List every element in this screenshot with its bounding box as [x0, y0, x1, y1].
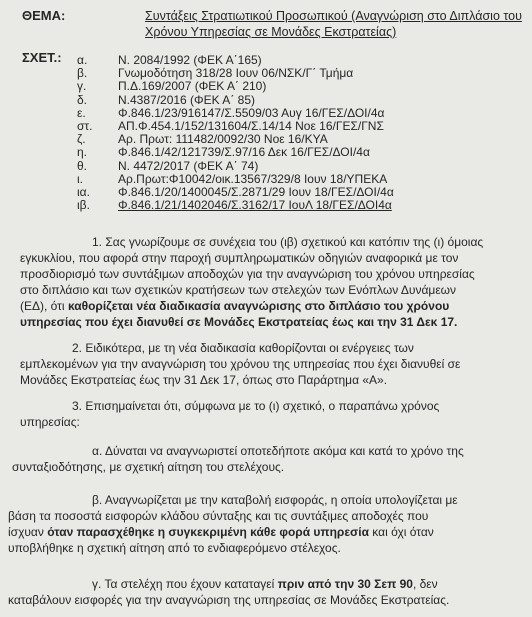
reference-index: ια.: [77, 185, 90, 199]
reference-index: ι.: [77, 172, 83, 186]
p1-line-2: εγκυκλίου, που αφορά στην παροχή συμπληρωματικών οδηγιών αναφορικά με τον: [20, 251, 459, 265]
reference-text: Φ.846.1/21/1402046/Σ.3162/17 ΙουΛ 18/ΓΕΣ/ΔΟΙ4α: [118, 198, 392, 212]
pa-line-2: συνταξιοδότησης, με σχετική αίτηση του στελέχους.: [12, 460, 285, 474]
p1-line-3: προσδιορισμό των συντάξιμων αποδοχών για την αναγνώριση του χρόνου υπηρεσίας: [20, 267, 475, 281]
reference-text: Αρ.Πρωτ:Φ10042/οικ.13567/329/8 Ιουν 18/ΥΠΕΚΑ: [118, 172, 388, 186]
pb-line-3: ίσχυαν όταν παρασχέθηκε η συγκεκριμένη κάθε φορά υπηρεσία και όχι όταν: [8, 525, 434, 539]
reference-text: ΑΠ.Φ.454.1/152/131604/Σ.14/14 Νοε 16/ΓΕΣ/ΓΝΣ: [118, 119, 384, 133]
reference-index: ε.: [77, 106, 86, 120]
p3-line-2: υπηρεσίας:: [20, 415, 80, 429]
reference-index: η.: [77, 145, 88, 159]
pb-line-4: υποβλήθηκε η σχετική αίτηση από το ενδιαφερόμενο στέλεχος.: [8, 541, 341, 555]
references-label: ΣΧΕΤ.:: [22, 50, 62, 65]
subject-line-2: Χρόνου Υπηρεσίας σε Μονάδες Εκστρατείας): [145, 25, 397, 39]
pb-line-1: β. Αναγνωρίζεται με την καταβολή εισφοράς, η οποία υπολογίζεται με: [92, 493, 458, 507]
pa-line-1: α. Δύναται να αναγνωριστεί οποτεδήποτε ακόμα και κατά το χρόνο της: [92, 444, 464, 458]
reference-index: δ.: [77, 93, 88, 107]
reference-index: θ.: [77, 159, 88, 173]
reference-text: Ν. 4472/2017 (ΦΕΚ Α΄ 74): [118, 159, 259, 173]
p2-line-2: εμπλεκομένων για την αναγνώριση του χρόνου της υπηρεσίας που έχει διανυθεί σε: [20, 357, 461, 371]
reference-text: Αρ. Πρωτ: 111482/0092/30 Νοε 16/ΚΥΑ: [118, 132, 328, 146]
p2-line-1: 2. Ειδικότερα, με τη νέα διαδικασία καθορίζονται οι ενέργειες των: [72, 341, 414, 355]
reference-text: Γνωμοδότηση 318/28 Ιουν 06/ΝΣΚ/Γ΄ Τμήμα: [118, 66, 354, 80]
reference-text: Φ.846.1/42/121739/Σ.97/16 Δεκ 16/ΓΕΣ/ΔΟΙ/4α: [118, 145, 370, 159]
p1-line-5: (ΕΔ), ότι καθορίζεται νέα διαδικασία αναγνώρισης στο διπλάσιο του χρόνου: [20, 299, 450, 313]
subject-line-1: Συντάξεις Στρατιωτικού Προσωπικού (Αναγνώριση στο Διπλάσιο του: [145, 9, 522, 23]
reference-index: α.: [77, 53, 88, 67]
pc-line-1: γ. Τα στελέχη που έχουν καταταγεί πριν από την 30 Σεπ 90, δεν: [92, 577, 438, 591]
reference-text: Ν.4387/2016 (ΦΕΚ Α΄ 85): [118, 93, 255, 107]
p1-line-6: υπηρεσίας που έχει διανυθεί σε Μονάδες Εκστρατείας έως και την 31 Δεκ 17.: [20, 315, 458, 329]
subject-label: ΘΕΜΑ:: [22, 8, 66, 23]
pb-line-2: βάση τα ποσοστά εισφορών κλάδου σύνταξης και τις συντάξιμες αποδοχές που: [8, 509, 429, 523]
p2-line-3: Μονάδες Εκστρατείας έως την 31 Δεκ 17, όπως στο Παράρτημα «Α».: [20, 373, 388, 387]
reference-text: Φ.846.1/20/1400045/Σ.2871/29 Ιουν 18/ΓΕΣ/ΔΟΙ/4α: [118, 185, 394, 199]
pc-line-2: καταβάλουν εισφορές για την αναγνώριση της υπηρεσίας σε Μονάδες Εκστρατείας.: [8, 593, 450, 607]
reference-index: στ.: [77, 119, 93, 133]
reference-index: β.: [77, 66, 88, 80]
reference-text: Φ.846.1/23/916147/Σ.5509/03 Αυγ 16/ΓΕΣ/ΔΟΙ/4α: [118, 106, 385, 120]
p1-line-4: στο διπλάσιο και των σχετικών κρατήσεων των στελεχών των Ενόπλων Δυνάμεων: [20, 283, 457, 297]
reference-index: ζ.: [77, 132, 86, 146]
p3-line-1: 3. Επισημαίνεται ότι, σύμφωνα με το (ι) σχετικό, ο παραπάνω χρόνος: [72, 399, 440, 413]
reference-text: Π.Δ.169/2007 (ΦΕΚ Α΄ 210): [118, 79, 267, 93]
reference-text: Ν. 2084/1992 (ΦΕΚ Α΄165): [118, 53, 262, 67]
reference-index: ιβ.: [77, 198, 90, 212]
reference-index: γ.: [77, 79, 87, 93]
p1-line-1: 1. Σας γνωρίζουμε σε συνέχεια του (ιβ) σχετικού και κατόπιν της (ι) όμοιας: [92, 235, 484, 249]
